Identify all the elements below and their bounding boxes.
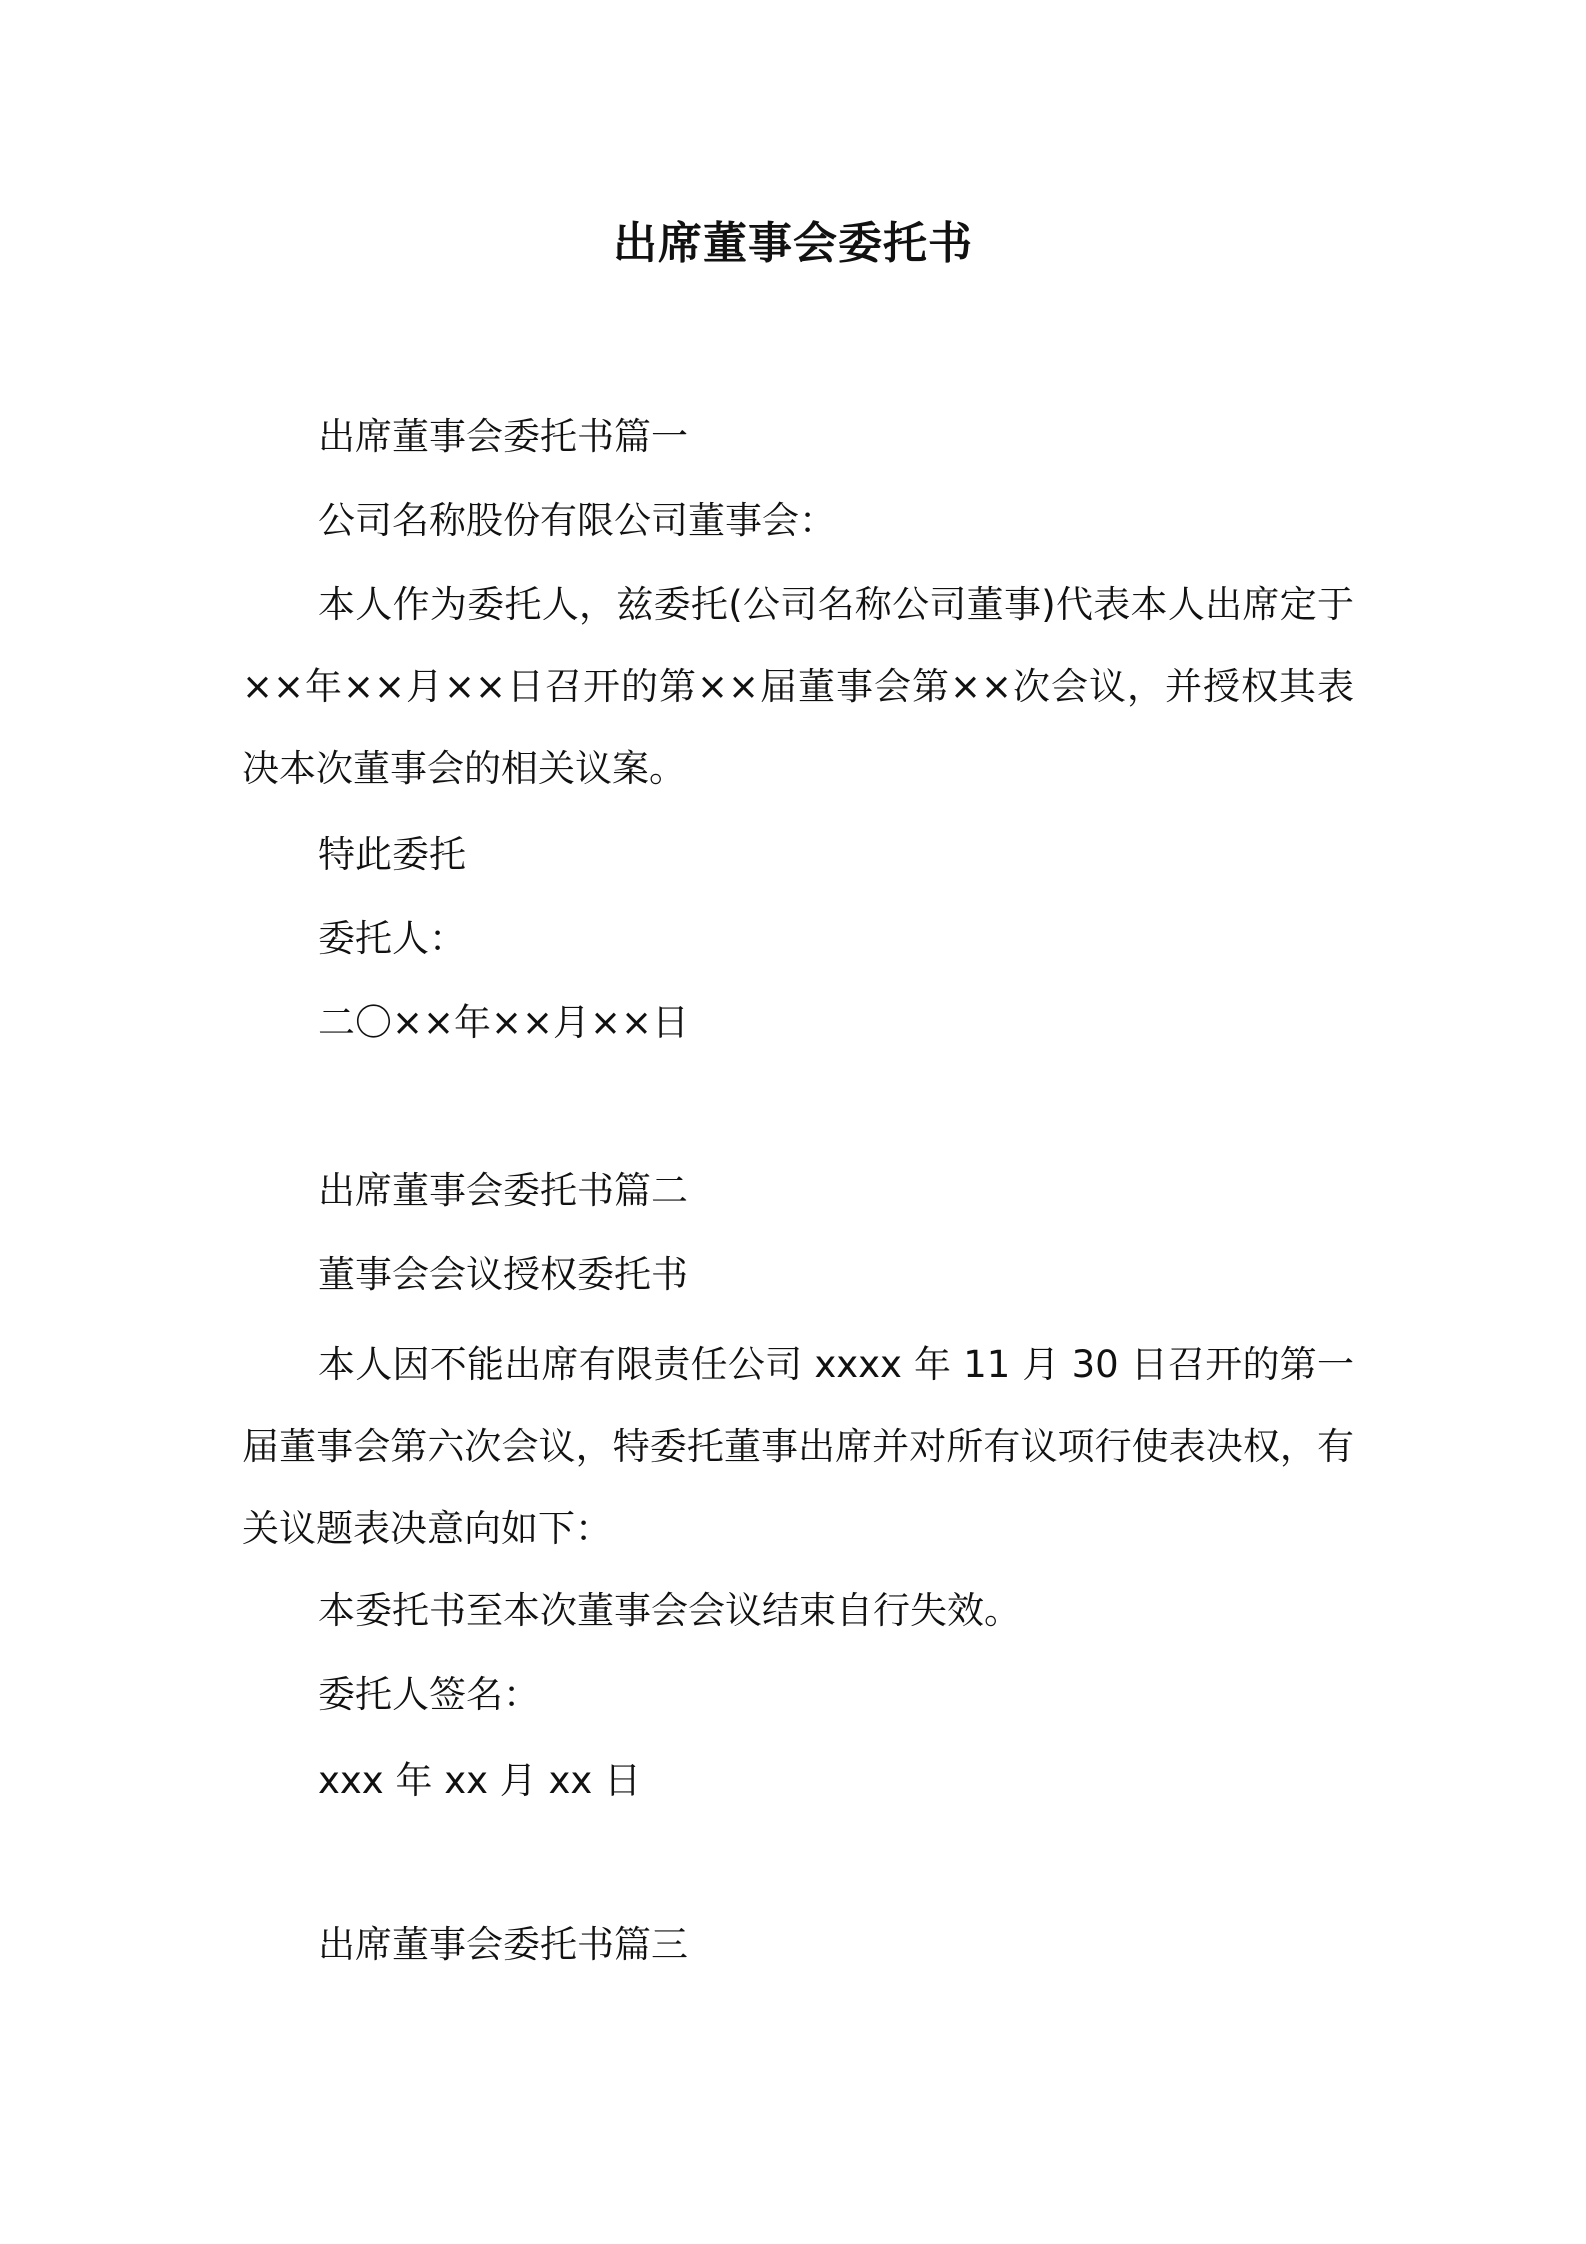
section-2-date: xxx 年 xx 月 xx 日 (318, 1759, 642, 1802)
section-1-principal-label: 委托人： (318, 917, 466, 960)
section-2-validity: 本委托书至本次董事会会议结束自行失效。 (318, 1589, 1021, 1632)
section-3-heading: 出席董事会委托书篇三 (318, 1923, 688, 1966)
section-1-heading: 出席董事会委托书篇一 (318, 415, 688, 458)
section-1-body: 本人作为委托人，兹委托(公司名称公司董事)代表本人出席定于××年××月××日召开的第××届董事会第××次会议，并授权其表决本次董事会的相关议案。 (242, 583, 1354, 790)
section-1-date: 二〇××年××月××日 (318, 1001, 690, 1044)
section-2-signature-label: 委托人签名： (318, 1673, 540, 1716)
document-title: 出席董事会委托书 (613, 218, 973, 269)
section-1-addressee: 公司名称股份有限公司董事会： (318, 499, 836, 542)
section-2-body: 本人因不能出席有限责任公司 xxxx 年 11 月 30 日召开的第一届董事会第六次会议，特委托董事出席并对所有议项行使表决权，有关议题表决意向如下： (242, 1343, 1354, 1550)
section-1-closing: 特此委托 (318, 833, 466, 876)
section-2-subtitle: 董事会会议授权委托书 (318, 1253, 688, 1296)
section-2-heading: 出席董事会委托书篇二 (318, 1169, 688, 1212)
